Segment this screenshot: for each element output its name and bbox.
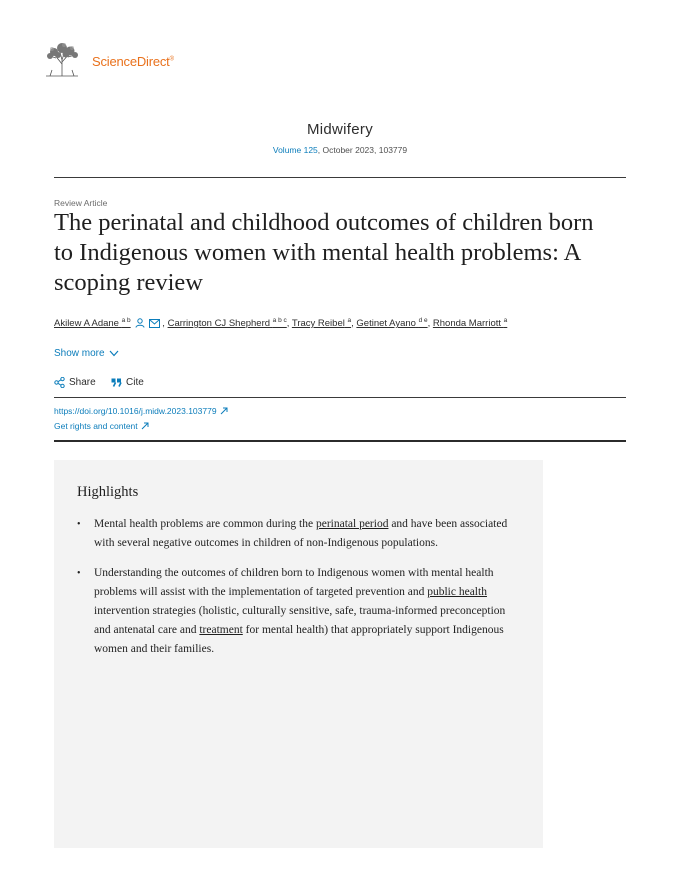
author-list: Akilew A Adane $^{a b}$ , Carrington CJ Shepherd $^{a b c}$, Tracy Reibel $^a$, Getinet Ayano $^{d e}$, Rhonda Marriott $^a$ — [54, 317, 508, 330]
author-link[interactable] — [433, 318, 507, 329]
author-affiliation: a — [347, 317, 352, 324]
list-item — [77, 564, 523, 659]
author-link[interactable] — [292, 318, 351, 329]
divider — [54, 440, 626, 442]
rights-link[interactable] — [54, 421, 149, 431]
sciencedirect-logo[interactable] — [92, 54, 174, 69]
rights-text: Get rights and content — [54, 421, 138, 431]
divider — [54, 177, 626, 178]
volume-line — [0, 145, 680, 155]
person-icon[interactable] — [135, 318, 145, 331]
author-name: Rhonda Marriott — [432, 318, 502, 330]
author-link[interactable] — [54, 318, 131, 329]
share-label: Share — [69, 377, 96, 388]
author-affiliation: d e — [418, 317, 428, 324]
show-more-button[interactable] — [54, 348, 119, 359]
highlight-text: and have been associated with several negative outcomes in children of non-Indigenous populations. — [94, 518, 508, 549]
article-title: The perinatal and childhood outcomes of children born to Indigenous women with mental health problems: A scoping review — [54, 209, 594, 296]
brand-name: ScienceDirect — [92, 54, 170, 69]
share-button[interactable] — [54, 377, 96, 388]
highlights-heading: Highlights — [77, 484, 139, 500]
topic-link-public-health[interactable]: public health — [427, 586, 487, 598]
external-link-icon — [220, 407, 228, 415]
author-name: Getinet Ayano — [356, 318, 416, 330]
author-link[interactable] — [356, 318, 427, 329]
elsevier-tree-icon[interactable] — [42, 42, 82, 78]
quote-icon — [111, 378, 122, 387]
author-affiliation: a b c — [272, 317, 287, 324]
cite-button[interactable] — [111, 377, 144, 388]
doi-text: https://doi.org/10.1016/j.midw.2023.103779 — [54, 406, 217, 416]
show-more-label: Show more — [54, 348, 105, 359]
share-icon — [54, 377, 65, 388]
author-name: Tracy Reibel — [291, 318, 345, 330]
topic-link-treatment[interactable]: treatment — [199, 624, 243, 636]
chevron-down-icon — [109, 350, 119, 357]
email-icon[interactable] — [149, 319, 160, 331]
issue-info: , October 2023, 103779 — [317, 145, 408, 155]
list-item — [77, 515, 523, 553]
author-name: Akilew A Adane — [54, 318, 119, 330]
brand-mark: ® — [169, 56, 174, 63]
article-type: Review Article — [54, 198, 108, 208]
highlight-text: intervention strategies (holistic, culturally sensitive, safe, trauma-informed preconception and antenatal care and — [94, 605, 506, 636]
author-link[interactable] — [168, 318, 287, 329]
highlight-text: Mental health problems are common during the — [94, 518, 316, 530]
divider — [54, 397, 626, 398]
highlight-text: for mental health) that appropriately support Indigenous women and their families. — [94, 624, 504, 655]
highlights-list — [77, 515, 523, 670]
author-affiliation: a b — [121, 317, 131, 324]
doi-link[interactable] — [54, 406, 228, 416]
volume-link[interactable]: Volume 125 — [272, 145, 318, 155]
journal-name[interactable]: Midwifery — [306, 121, 374, 138]
cite-label: Cite — [126, 377, 144, 388]
author-affiliation: a — [503, 317, 508, 324]
topic-link-perinatal-period[interactable]: perinatal period — [315, 518, 389, 530]
highlight-text: Understanding the outcomes of children born to Indigenous women with mental health problems will assist with the implementation of targeted prevention and — [94, 567, 494, 598]
external-link-icon — [141, 422, 149, 430]
author-name: Carrington CJ Shepherd — [167, 318, 271, 330]
